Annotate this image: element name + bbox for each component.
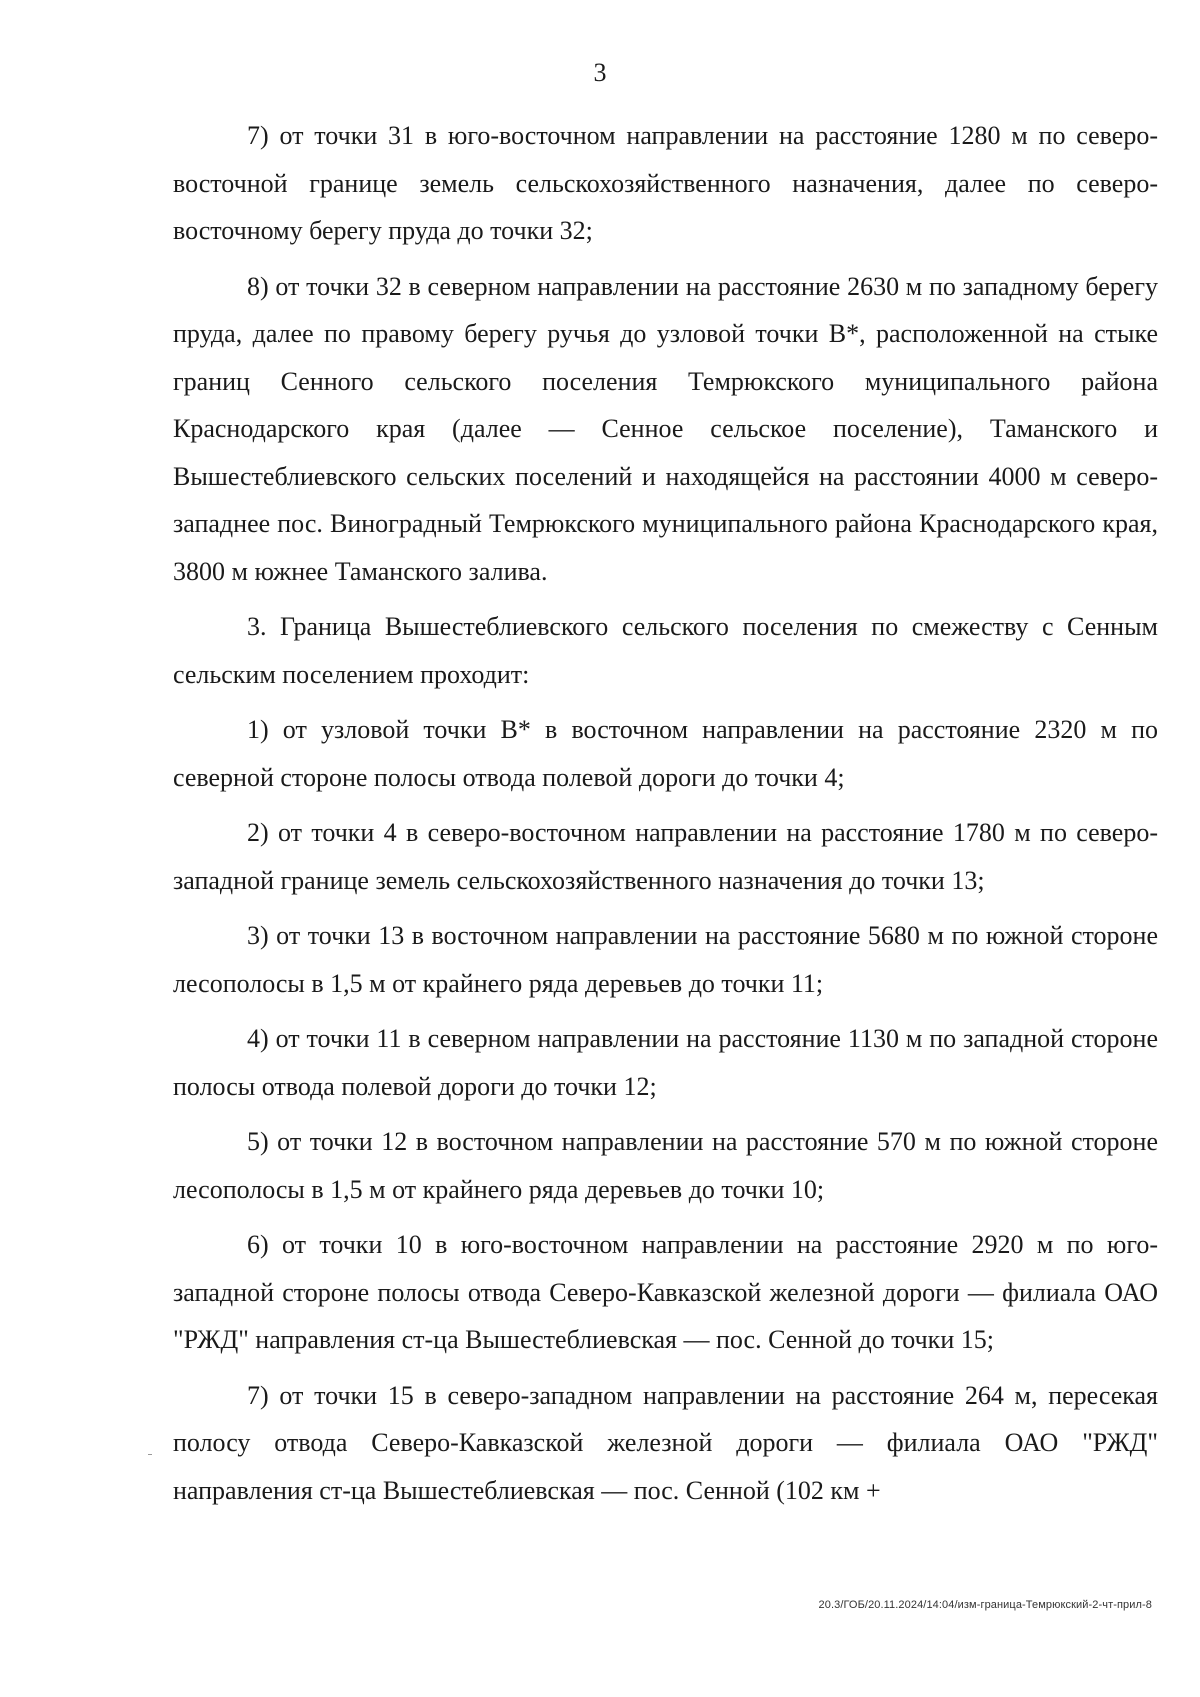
scan-margin-mark xyxy=(148,1454,152,1455)
paragraph-section-3-heading: 3. Граница Вышестеблиевского сельского поселения по смежеству с Сенным сельским поселением проходит: xyxy=(173,612,1158,689)
paragraph-clause-6-point-10: 6) от точки 10 в юго-восточном направлении на расстояние 2920 м по юго-западной стороне полосы отвода Северо-Кавказской железной дороги — филиала ОАО "РЖД" направления ст-ца Вышестеблиевская — пос. Сенной до точки 15; xyxy=(173,1230,1158,1354)
page-number: 3 xyxy=(593,58,607,87)
document-body xyxy=(173,112,1158,1522)
paragraph-clause-8-point-32: 8) от точки 32 в северном направлении на расстояние 2630 м по западному берегу пруда, далее по правому берегу ручья до узловой точки В*, расположенной на стыке границ Сенного сельского поселения Темрюкского муниципального района Краснодарского края (далее — Сенное сельское поселение), Таманского и Вышестеблиевского сельских поселений и находящейся на расстоянии 4000 м северо-западнее пос. Виноградный Темрюкского муниципального района Краснодарского края, 3800 м южнее Таманского залива. xyxy=(173,271,1158,586)
paragraph-clause-2-point-4: 2) от точки 4 в северо-восточном направлении на расстояние 1780 м по северо-западной границе земель сельскохозяйственного назначения до точки 13; xyxy=(173,818,1158,895)
paragraph-clause-7-point-31: 7) от точки 31 в юго-восточном направлении на расстояние 1280 м по северо-восточной границе земель сельскохозяйственного назначения, далее по северо-восточному берегу пруда до точки 32; xyxy=(173,121,1158,245)
paragraph-clause-5-point-12: 5) от точки 12 в восточном направлении на расстояние 570 м по южной стороне лесополосы в 1,5 м от крайнего ряда деревьев до точки 10; xyxy=(173,1127,1158,1204)
paragraph-clause-1-node-b: 1) от узловой точки В* в восточном направлении на расстояние 2320 м по северной стороне полосы отвода полевой дороги до точки 4; xyxy=(173,715,1158,792)
document-footer-code: 20.3/ГОБ/20.11.2024/14:04/изм-граница-Темрюкский-2-чт-прил-8 xyxy=(818,1599,1152,1611)
paragraph-clause-4-point-11: 4) от точки 11 в северном направлении на расстояние 1130 м по западной стороне полосы отвода полевой дороги до точки 12; xyxy=(173,1024,1158,1101)
paragraph-clause-7-point-15: 7) от точки 15 в северо-западном направлении на расстояние 264 м, пересекая полосу отвода Северо-Кавказской железной дороги — филиала ОАО "РЖД" направления ст-ца Вышестеблиевская — пос. Сенной (102 км + xyxy=(173,1380,1158,1505)
paragraph-clause-3-point-13: 3) от точки 13 в восточном направлении на расстояние 5680 м по южной стороне лесополосы в 1,5 м от крайнего ряда деревьев до точки 11; xyxy=(173,921,1158,998)
